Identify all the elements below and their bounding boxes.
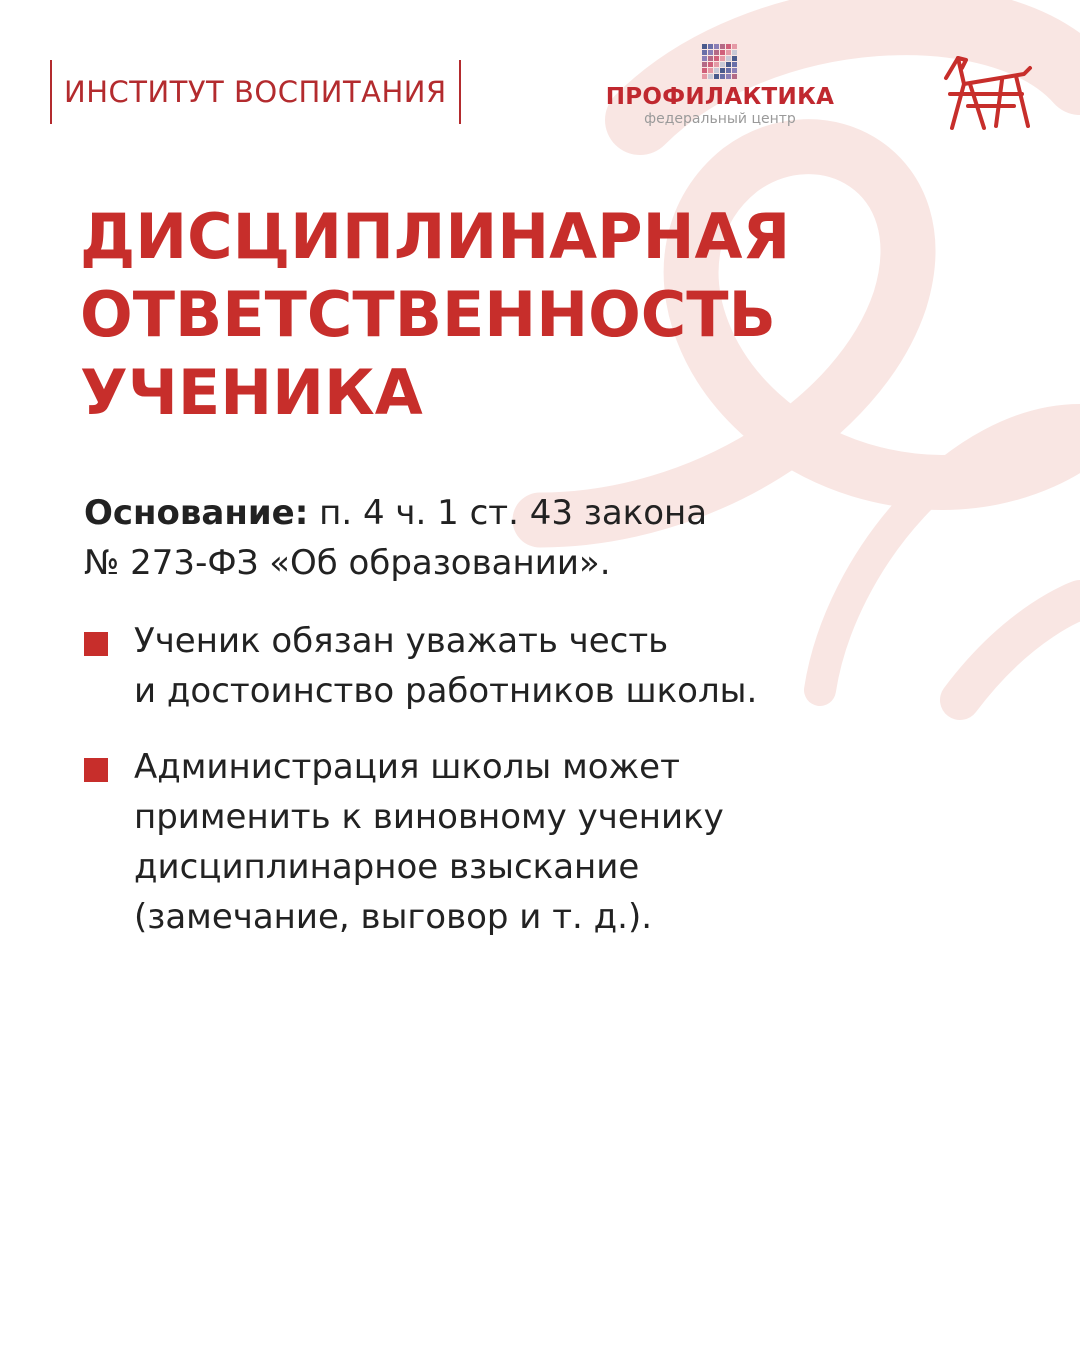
pixel-grid-cell <box>726 56 731 61</box>
list-item-text <box>134 742 1044 942</box>
page-title <box>80 198 790 432</box>
pixel-grid-cell <box>732 56 737 61</box>
pixel-grid-cell <box>714 50 719 55</box>
pixel-grid-cell <box>726 68 731 73</box>
institute-logo <box>50 60 461 124</box>
pixel-grid-cell <box>702 56 707 61</box>
horse-line-emblem-icon <box>938 50 1038 132</box>
pixel-grid-cell <box>702 50 707 55</box>
pixel-grid-cell <box>720 74 725 79</box>
list-item-line: Ученик обязан уважать честь <box>134 621 669 661</box>
pixel-grid-cell <box>720 56 725 61</box>
pixel-grid-cell <box>708 68 713 73</box>
center-logo-name: ПРОФИЛАКТИКА <box>605 84 835 110</box>
pixel-grid-cell <box>708 62 713 67</box>
pixel-grid-cell <box>720 68 725 73</box>
pixel-grid-cell <box>732 62 737 67</box>
title-line: ДИСЦИПЛИНАРНАЯ <box>80 200 791 273</box>
pixel-grid-cell <box>714 68 719 73</box>
pixel-grid-cell <box>714 56 719 61</box>
list-item-line: Администрация школы может <box>134 747 680 787</box>
legal-basis-text-1: п. 4 ч. 1 ст. 43 закона <box>308 493 708 533</box>
pixel-grid-logo-icon <box>702 44 738 80</box>
pixel-grid-cell <box>726 74 731 79</box>
list-item-line: применить к виновному ученику <box>134 797 724 837</box>
list-item-line: (замечание, выговор и т. д.). <box>134 897 653 937</box>
legal-basis-text-2: № 273-ФЗ «Об образовании». <box>84 543 611 583</box>
pixel-grid-cell <box>714 62 719 67</box>
pixel-grid-cell <box>708 56 713 61</box>
pixel-grid-cell <box>720 62 725 67</box>
pixel-grid-cell <box>714 74 719 79</box>
list-item-line: и достоинство работников школы. <box>134 671 758 711</box>
list-item-text <box>134 616 1044 716</box>
pixel-grid-cell <box>702 62 707 67</box>
pixel-grid-cell <box>732 74 737 79</box>
pixel-grid-cell <box>732 50 737 55</box>
list-item <box>84 742 1044 942</box>
pixel-grid-cell <box>708 44 713 49</box>
red-square-bullet-icon <box>84 632 108 656</box>
legal-basis <box>84 488 984 588</box>
pixel-grid-cell <box>702 74 707 79</box>
pixel-grid-cell <box>732 44 737 49</box>
pixel-grid-cell <box>708 50 713 55</box>
red-square-bullet-icon <box>84 758 108 782</box>
list-item <box>84 616 1044 716</box>
title-line: УЧЕНИКА <box>80 356 423 429</box>
legal-basis-label: Основание: <box>84 493 309 533</box>
pixel-grid-cell <box>702 44 707 49</box>
pixel-grid-cell <box>726 50 731 55</box>
pixel-grid-cell <box>714 44 719 49</box>
profilaktika-logo <box>605 44 835 127</box>
legal-basis-line-1 <box>84 488 984 538</box>
pixel-grid-cell <box>708 74 713 79</box>
title-line: ОТВЕТСТВЕННОСТЬ <box>80 278 776 351</box>
pixel-grid-cell <box>726 62 731 67</box>
institute-logo-text: ИНСТИТУТ ВОСПИТАНИЯ <box>64 75 447 109</box>
pixel-grid-cell <box>720 50 725 55</box>
pixel-grid-cell <box>726 44 731 49</box>
center-logo-subtitle: федеральный центр <box>644 111 796 127</box>
list-item-line: дисциплинарное взыскание <box>134 847 640 887</box>
pixel-grid-cell <box>702 68 707 73</box>
pixel-grid-cell <box>720 44 725 49</box>
bullet-list <box>84 616 1044 968</box>
pixel-grid-cell <box>732 68 737 73</box>
